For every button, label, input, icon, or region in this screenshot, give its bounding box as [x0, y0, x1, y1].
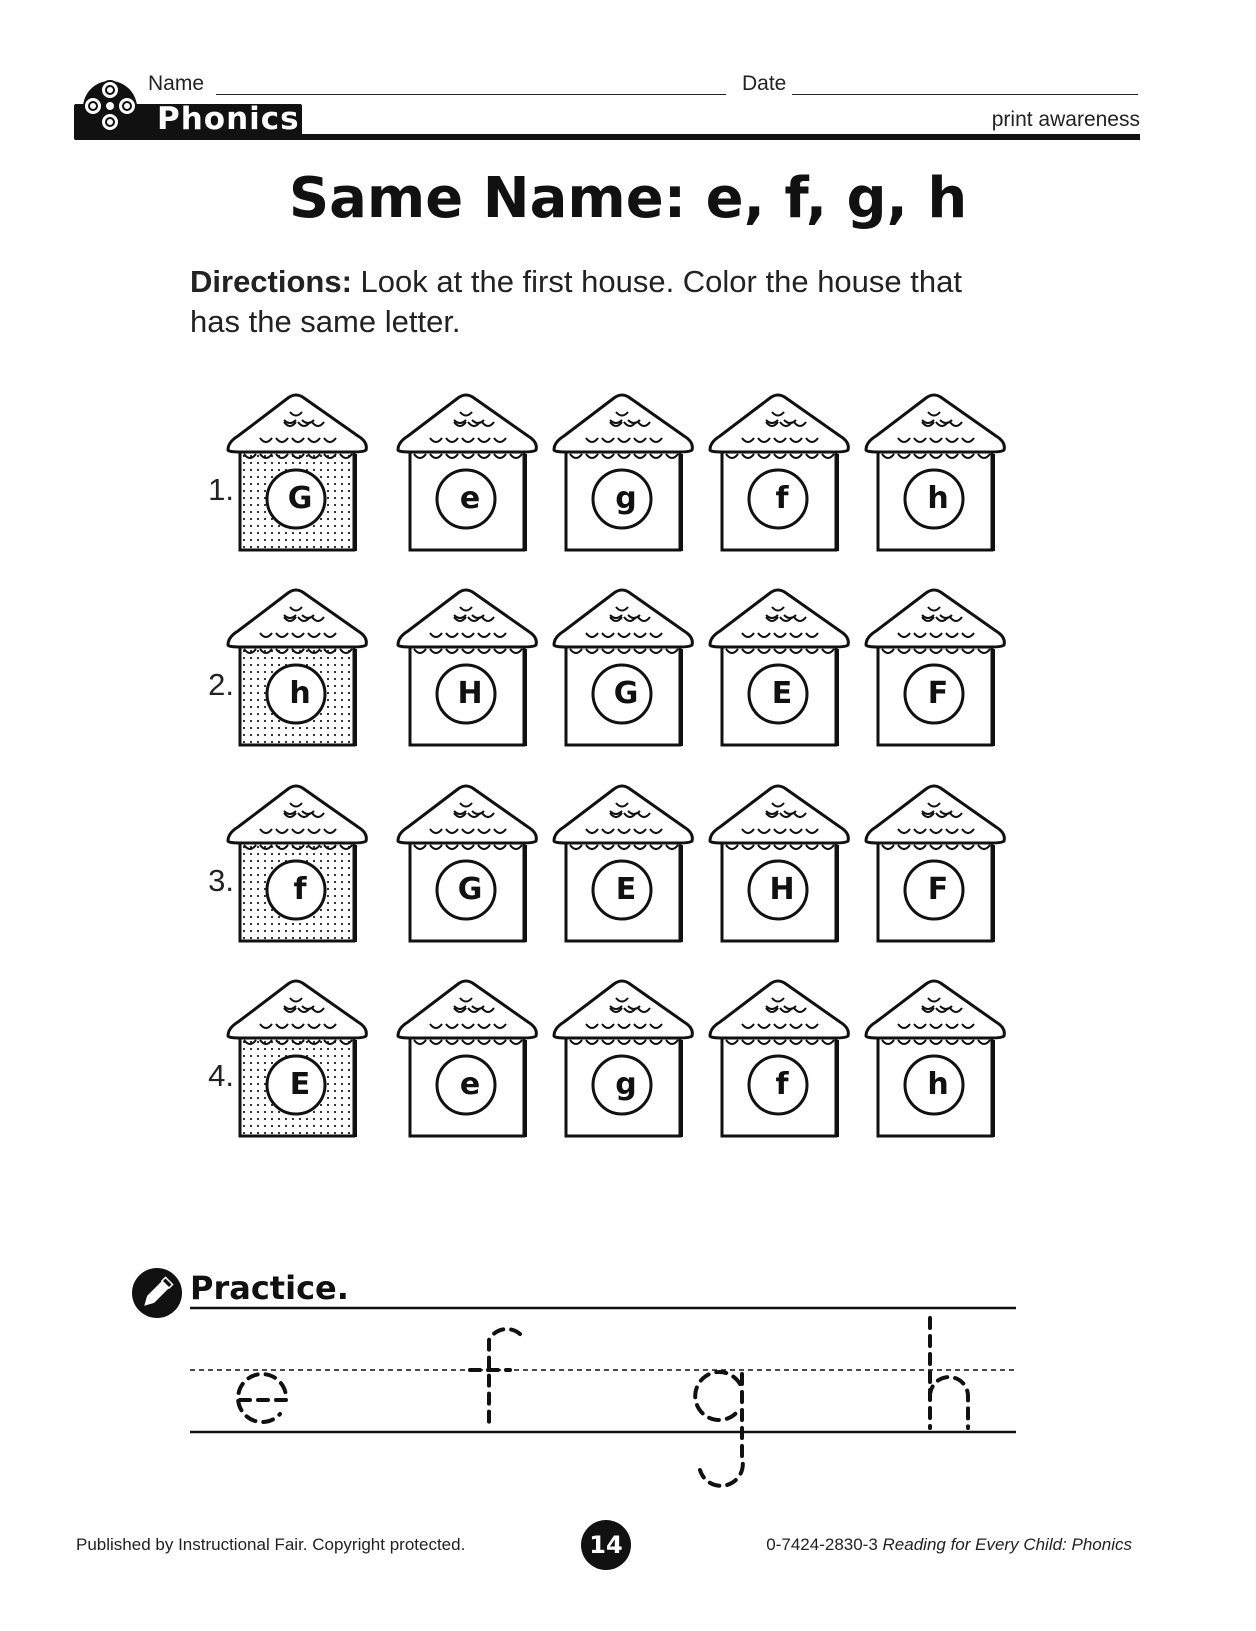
book-info: [766, 1535, 1132, 1555]
house-letter: F: [927, 676, 949, 711]
house-letter: h: [927, 481, 949, 516]
house-letter: g: [615, 1067, 637, 1102]
row-number: 2.: [208, 667, 234, 702]
house-letter: G: [287, 481, 313, 516]
house-letter: g: [615, 481, 637, 516]
house-letter: f: [293, 872, 307, 907]
directions-label: Directions:: [190, 264, 352, 299]
house-letter: h: [289, 676, 311, 711]
house-letter: E: [615, 872, 637, 907]
directions-text: Look at the first house. Color the house that has the same letter.: [190, 264, 962, 339]
house-letter: H: [769, 872, 795, 907]
house-letter: e: [459, 1067, 481, 1102]
house-letter: h: [927, 1067, 949, 1102]
practice-title: Practice.: [190, 1269, 349, 1307]
house-letter: e: [459, 481, 481, 516]
row-number: 3.: [208, 863, 234, 898]
date-label: Date: [742, 72, 787, 95]
house-letter: F: [927, 872, 949, 907]
brand-title: Phonics: [157, 101, 300, 137]
house-letter: f: [775, 1067, 789, 1102]
house-letter: G: [457, 872, 483, 907]
house-letter: H: [457, 676, 483, 711]
house-letter: G: [613, 676, 639, 711]
page-title: Same Name: e, f, g, h: [288, 166, 968, 231]
house-letter: E: [771, 676, 793, 711]
trace-letter-e: [238, 1374, 286, 1422]
name-label: Name: [148, 72, 205, 95]
house-letter: f: [775, 481, 789, 516]
trace-letter-f: [489, 1329, 520, 1428]
row-number: 1.: [208, 472, 234, 507]
isbn: 0-7424-2830-3: [766, 1535, 878, 1554]
publisher-note: Published by Instructional Fair. Copyright protected.: [76, 1535, 466, 1554]
trace-letter-g: [695, 1372, 740, 1420]
row-number: 4.: [208, 1058, 234, 1093]
book-title: Reading for Every Child: Phonics: [882, 1535, 1132, 1554]
subject-label: print awareness: [991, 108, 1140, 131]
page-number: 14: [581, 1520, 631, 1570]
house-letter: E: [289, 1067, 311, 1102]
